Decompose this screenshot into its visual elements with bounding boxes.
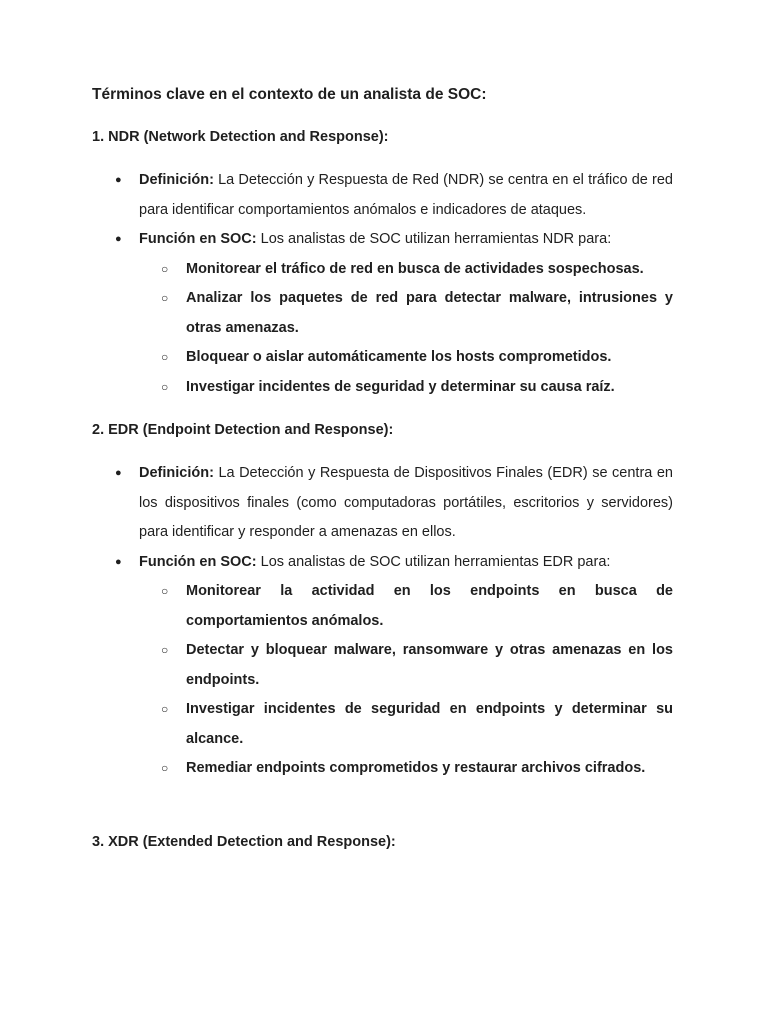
list-item: ○ Bloquear o aislar automáticamente los hosts comprometidos.	[0, 343, 768, 373]
function-text: Los analistas de SOC utilizan herramientas NDR para:	[260, 231, 612, 247]
list-item: ○ Analizar los paquetes de red para detectar malware, intrusiones y otras amenazas.	[0, 284, 768, 343]
ndr-bullet-list	[0, 166, 768, 402]
function-label: Función en SOC:	[139, 231, 257, 247]
list-item	[0, 459, 768, 548]
definition-text: La Detección y Respuesta de Red (NDR) se centra en el tráfico de red para identificar comportamientos anómalos e indicadores de ataques.	[139, 172, 674, 218]
list-item	[0, 548, 768, 784]
edr-bullet-list	[0, 459, 768, 784]
bullet-icon: ●	[115, 467, 122, 479]
hollow-bullet-icon: ○	[161, 291, 169, 305]
definition-label: Definición:	[139, 172, 214, 188]
edr-sub-list	[0, 577, 768, 784]
bullet-icon: ●	[115, 174, 122, 186]
definition-label: Definición:	[139, 465, 214, 481]
list-item: ○ Monitorear la actividad en los endpoints en busca de comportamientos anómalos.	[0, 577, 768, 636]
hollow-bullet-icon: ○	[161, 702, 169, 716]
definition-text: La Detección y Respuesta de Dispositivos Finales (EDR) se centra en los dispositivos finales (como computadoras portátiles, escritorios y servidores) para identificar y responder a amenazas en ellos.	[139, 465, 673, 540]
ndr-sub-list	[0, 255, 768, 403]
section-heading-xdr: 3. XDR (Extended Detection and Response):	[92, 834, 396, 850]
list-item: ○ Detectar y bloquear malware, ransomware y otras amenazas en los endpoints.	[0, 636, 768, 695]
list-item: ○ Investigar incidentes de seguridad en endpoints y determinar su alcance.	[0, 695, 768, 754]
list-item	[0, 225, 768, 402]
hollow-bullet-icon: ○	[161, 379, 169, 394]
bullet-icon: ●	[115, 555, 122, 568]
hollow-bullet-icon: ○	[161, 350, 169, 364]
function-text: Los analistas de SOC utilizan herramientas EDR para:	[260, 553, 611, 570]
function-label: Función en SOC:	[139, 553, 257, 570]
hollow-bullet-icon: ○	[161, 761, 169, 775]
list-item: ○ Investigar incidentes de seguridad y determinar su causa raíz.	[0, 373, 768, 403]
bullet-icon: ●	[115, 233, 122, 245]
hollow-bullet-icon: ○	[161, 261, 169, 276]
list-item: ○ Remediar endpoints comprometidos y restaurar archivos cifrados.	[0, 754, 768, 784]
section-heading-ndr: 1. NDR (Network Detection and Response):	[92, 129, 389, 145]
hollow-bullet-icon: ○	[161, 643, 169, 657]
hollow-bullet-icon: ○	[161, 584, 169, 598]
list-item	[0, 166, 768, 225]
list-item: ○ Monitorear el tráfico de red en busca de actividades sospechosas.	[0, 255, 768, 285]
section-heading-edr: 2. EDR (Endpoint Detection and Response):	[92, 422, 394, 438]
page-title: Términos clave en el contexto de un analista de SOC:	[92, 86, 487, 103]
